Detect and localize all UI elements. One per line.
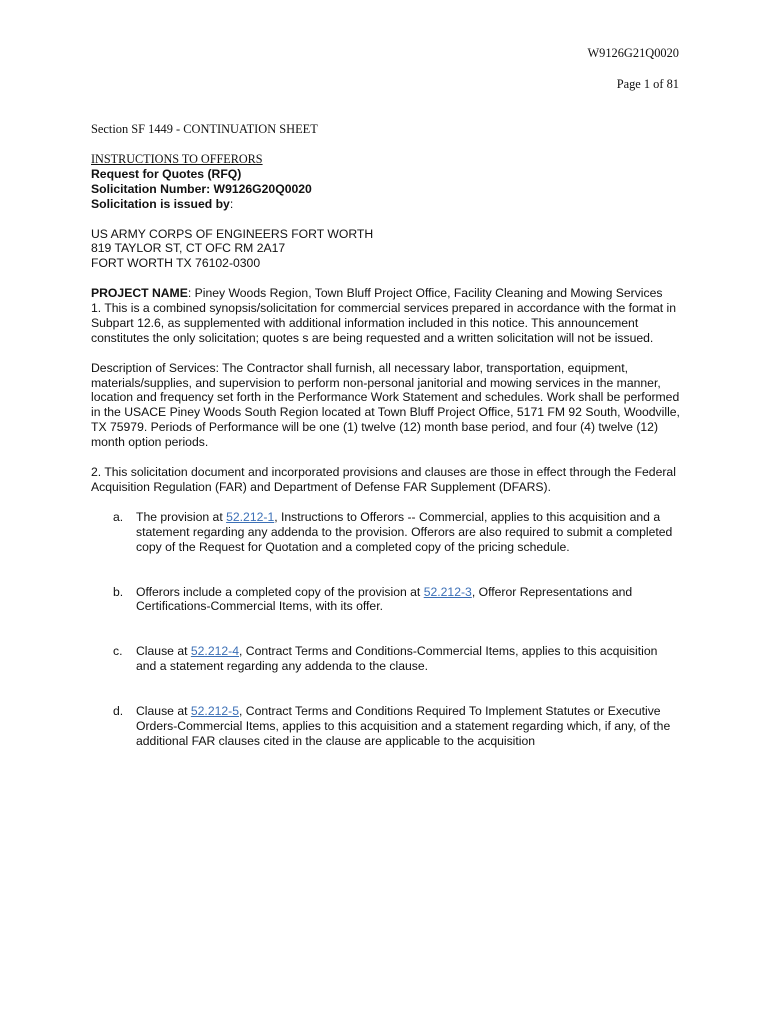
list-label: c. xyxy=(113,644,123,659)
paragraph-2: 2. This solicitation document and incorporated provisions and clauses are those in effect through the Federal Acquisition Regulation (FAR) and Department of Defense FAR Supplement (DFARS). xyxy=(91,464,676,494)
address-line-1: US ARMY CORPS OF ENGINEERS FORT WORTH xyxy=(91,226,374,241)
list-label: a. xyxy=(113,509,124,524)
paragraph-1: 1. This is a combined synopsis/solicitation for commercial services prepared in accordance with the format in Subpart 12.6, as supplemented with additional information included in this notice. This announcement constitutes the only solicitation; quotes s are being requested and a written solicitation will not be issued. xyxy=(91,301,677,345)
far-52-212-1-link[interactable]: 52.212-1 xyxy=(226,509,275,524)
issued-by-colon: : xyxy=(229,196,234,211)
project-name-label: PROJECT NAME xyxy=(91,286,188,301)
far-52-212-3-link[interactable]: 52.212-3 xyxy=(423,584,472,599)
document-body xyxy=(91,152,681,749)
rfq-line: Request for Quotes (RFQ) xyxy=(91,166,242,181)
list-label: d. xyxy=(113,704,124,719)
item-text: , Contract Terms and Conditions-Commercial Items, applies to this acquisition and a statement regarding any addenda to the clause. xyxy=(136,644,658,674)
far-52-212-4-link[interactable]: 52.212-4 xyxy=(190,644,239,659)
item-text: Clause at xyxy=(136,704,191,719)
description-of-services: Description of Services: The Contractor shall furnish, all necessary labor, transportation, equipment, materials/supplies, and supervision to perform non-personal janitorial and mowing services in the manner, location and frequency set forth in the Performance Work Statement and schedules. Work shall be performed in the USACE Piney Woods South Region located at Town Bluff Project Office, 5171 FM 92 South, Woodville, TX 75979. Periods of Performance will be one (1) twelve (12) month base period, and four (4) twelve (12) month option periods. xyxy=(91,360,680,450)
address-line-3: FORT WORTH TX 76102-0300 xyxy=(91,256,261,271)
project-name-text: : Piney Woods Region, Town Bluff Project Office, Facility Cleaning and Mowing Services xyxy=(187,286,663,301)
list-item-c xyxy=(91,644,681,674)
item-text: , Offeror Representations and Certifications-Commercial Items, with its offer. xyxy=(136,584,633,614)
section-title: Section SF 1449 - CONTINUATION SHEET xyxy=(91,122,318,136)
far-52-212-5-link[interactable]: 52.212-5 xyxy=(190,704,239,719)
item-text: Offerors include a completed copy of the provision at xyxy=(136,584,424,599)
solicitation-number: Solicitation Number: W9126G20Q0020 xyxy=(91,181,312,196)
item-text: Clause at xyxy=(136,644,191,659)
issued-by-line xyxy=(91,197,681,212)
document-id: W9126G21Q0020 xyxy=(587,46,679,60)
page-number: Page 1 of 81 xyxy=(616,77,679,91)
list-label: b. xyxy=(113,584,124,599)
list-item-d xyxy=(91,704,681,749)
item-text: The provision at xyxy=(136,509,227,524)
item-text: , Contract Terms and Conditions Required To Implement Statutes or Executive Orders-Commercial Items, applies to this acquisition and a statement regarding which, if any, of the additional FAR clauses cited in the clause are applicable to the acquisition xyxy=(136,704,671,748)
address-line-2: 819 TAYLOR ST, CT OFC RM 2A17 xyxy=(91,241,286,256)
list-item-a xyxy=(91,510,681,555)
list-item-b xyxy=(91,585,681,615)
project-name xyxy=(91,286,681,301)
issued-by-label: Solicitation is issued by xyxy=(91,196,230,211)
instructions-heading: INSTRUCTIONS TO OFFERORS xyxy=(91,152,263,166)
item-text: , Instructions to Offerors -- Commercial, applies to this acquisition and a statement regarding any addenda to the provision. Offerors are also required to submit a completed copy of the Request for Quotation and a completed copy of the pricing schedule. xyxy=(136,509,673,554)
